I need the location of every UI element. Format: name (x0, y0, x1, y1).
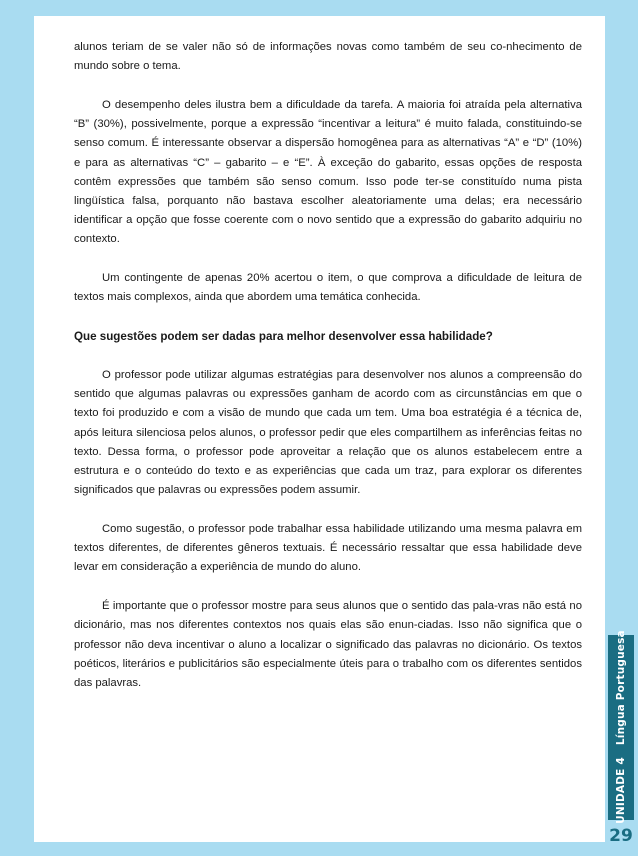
body-text (74, 38, 582, 713)
section-heading: Que sugestões podem ser dadas para melhor desenvolver essa habilidade? (74, 330, 493, 344)
paragraph-3: Um contingente de apenas 20% acertou o item, o que comprova a dificuldade de leitura de textos mais complexos, ainda que abordem uma temática conhecida. (74, 272, 582, 304)
unit-label: UNIDADE 4 (615, 757, 627, 824)
paragraph-6: É importante que o professor mostre para seus alunos que o sentido das pala-vras não está no dicionário, mas nos diferentes contextos nos quais elas são enun-ciadas. Isso não significa que o professor não deva incentivar o aluno a localizar o significado das palavras no dicionário. Os textos poéticos, literários e publicitários são especialmente úteis para o trabalho com os diferentes sentidos das palavras. (74, 600, 582, 690)
side-tab-label (615, 630, 627, 824)
paragraph-4: O professor pode utilizar algumas estratégias para desenvolver nos alunos a compreensão do sentido que algumas palavras ou expressões ganham de acordo com as circunstâncias em que o texto foi produzido e com a visão de mundo que cada um tem. Uma boa estratégia é a técnica de, após leitura silenciosa pelos alunos, o professor pedir que eles compartilhem as inferências feitas no texto. Dessa forma, o professor pode aproveitar a relação que os alunos estabelecem entre a estrutura e o conteúdo do texto e as experiências que cada um traz, para explorar os diferentes significados que palavras ou expressões podem assumir. (74, 369, 582, 497)
paragraph-2: O desempenho deles ilustra bem a dificuldade da tarefa. A maioria foi atraída pela alternativa “B” (30%), possivelmente, porque a expressão “incentivar a leitura” é muito falada, constituindo-se senso comum. É interessante observar a dispersão homogênea para as alternativas “A” e “D” (10%) e para as alternativas “C” – gabarito – e “E”. À exceção do gabarito, essas opções de resposta contêm expressões que também são senso comum. Isso pode ter-se constituído numa pista lingüística falsa, porquanto não bastava escolher aleatoriamente uma delas; era necessário identificar a opção que fosse coerente com o novo sentido que a expressão do gabarito adquiriu no contexto. (74, 99, 582, 246)
page-number: 29 (609, 826, 633, 846)
paragraph-5: Como sugestão, o professor pode trabalhar essa habilidade utilizando uma mesma palavra em textos diferentes, de diferentes gêneros textuais. É necessário ressaltar que essa habilidade deve levar em consideração a experiência de mundo do aluno. (74, 523, 582, 574)
unit-side-tab (608, 630, 634, 824)
subject-label: Língua Portuguesa (615, 630, 627, 746)
page (34, 16, 605, 842)
paragraph-1: alunos teriam de se valer não só de informações novas como também de seu co-nhecimento de mundo sobre o tema. (74, 41, 582, 73)
